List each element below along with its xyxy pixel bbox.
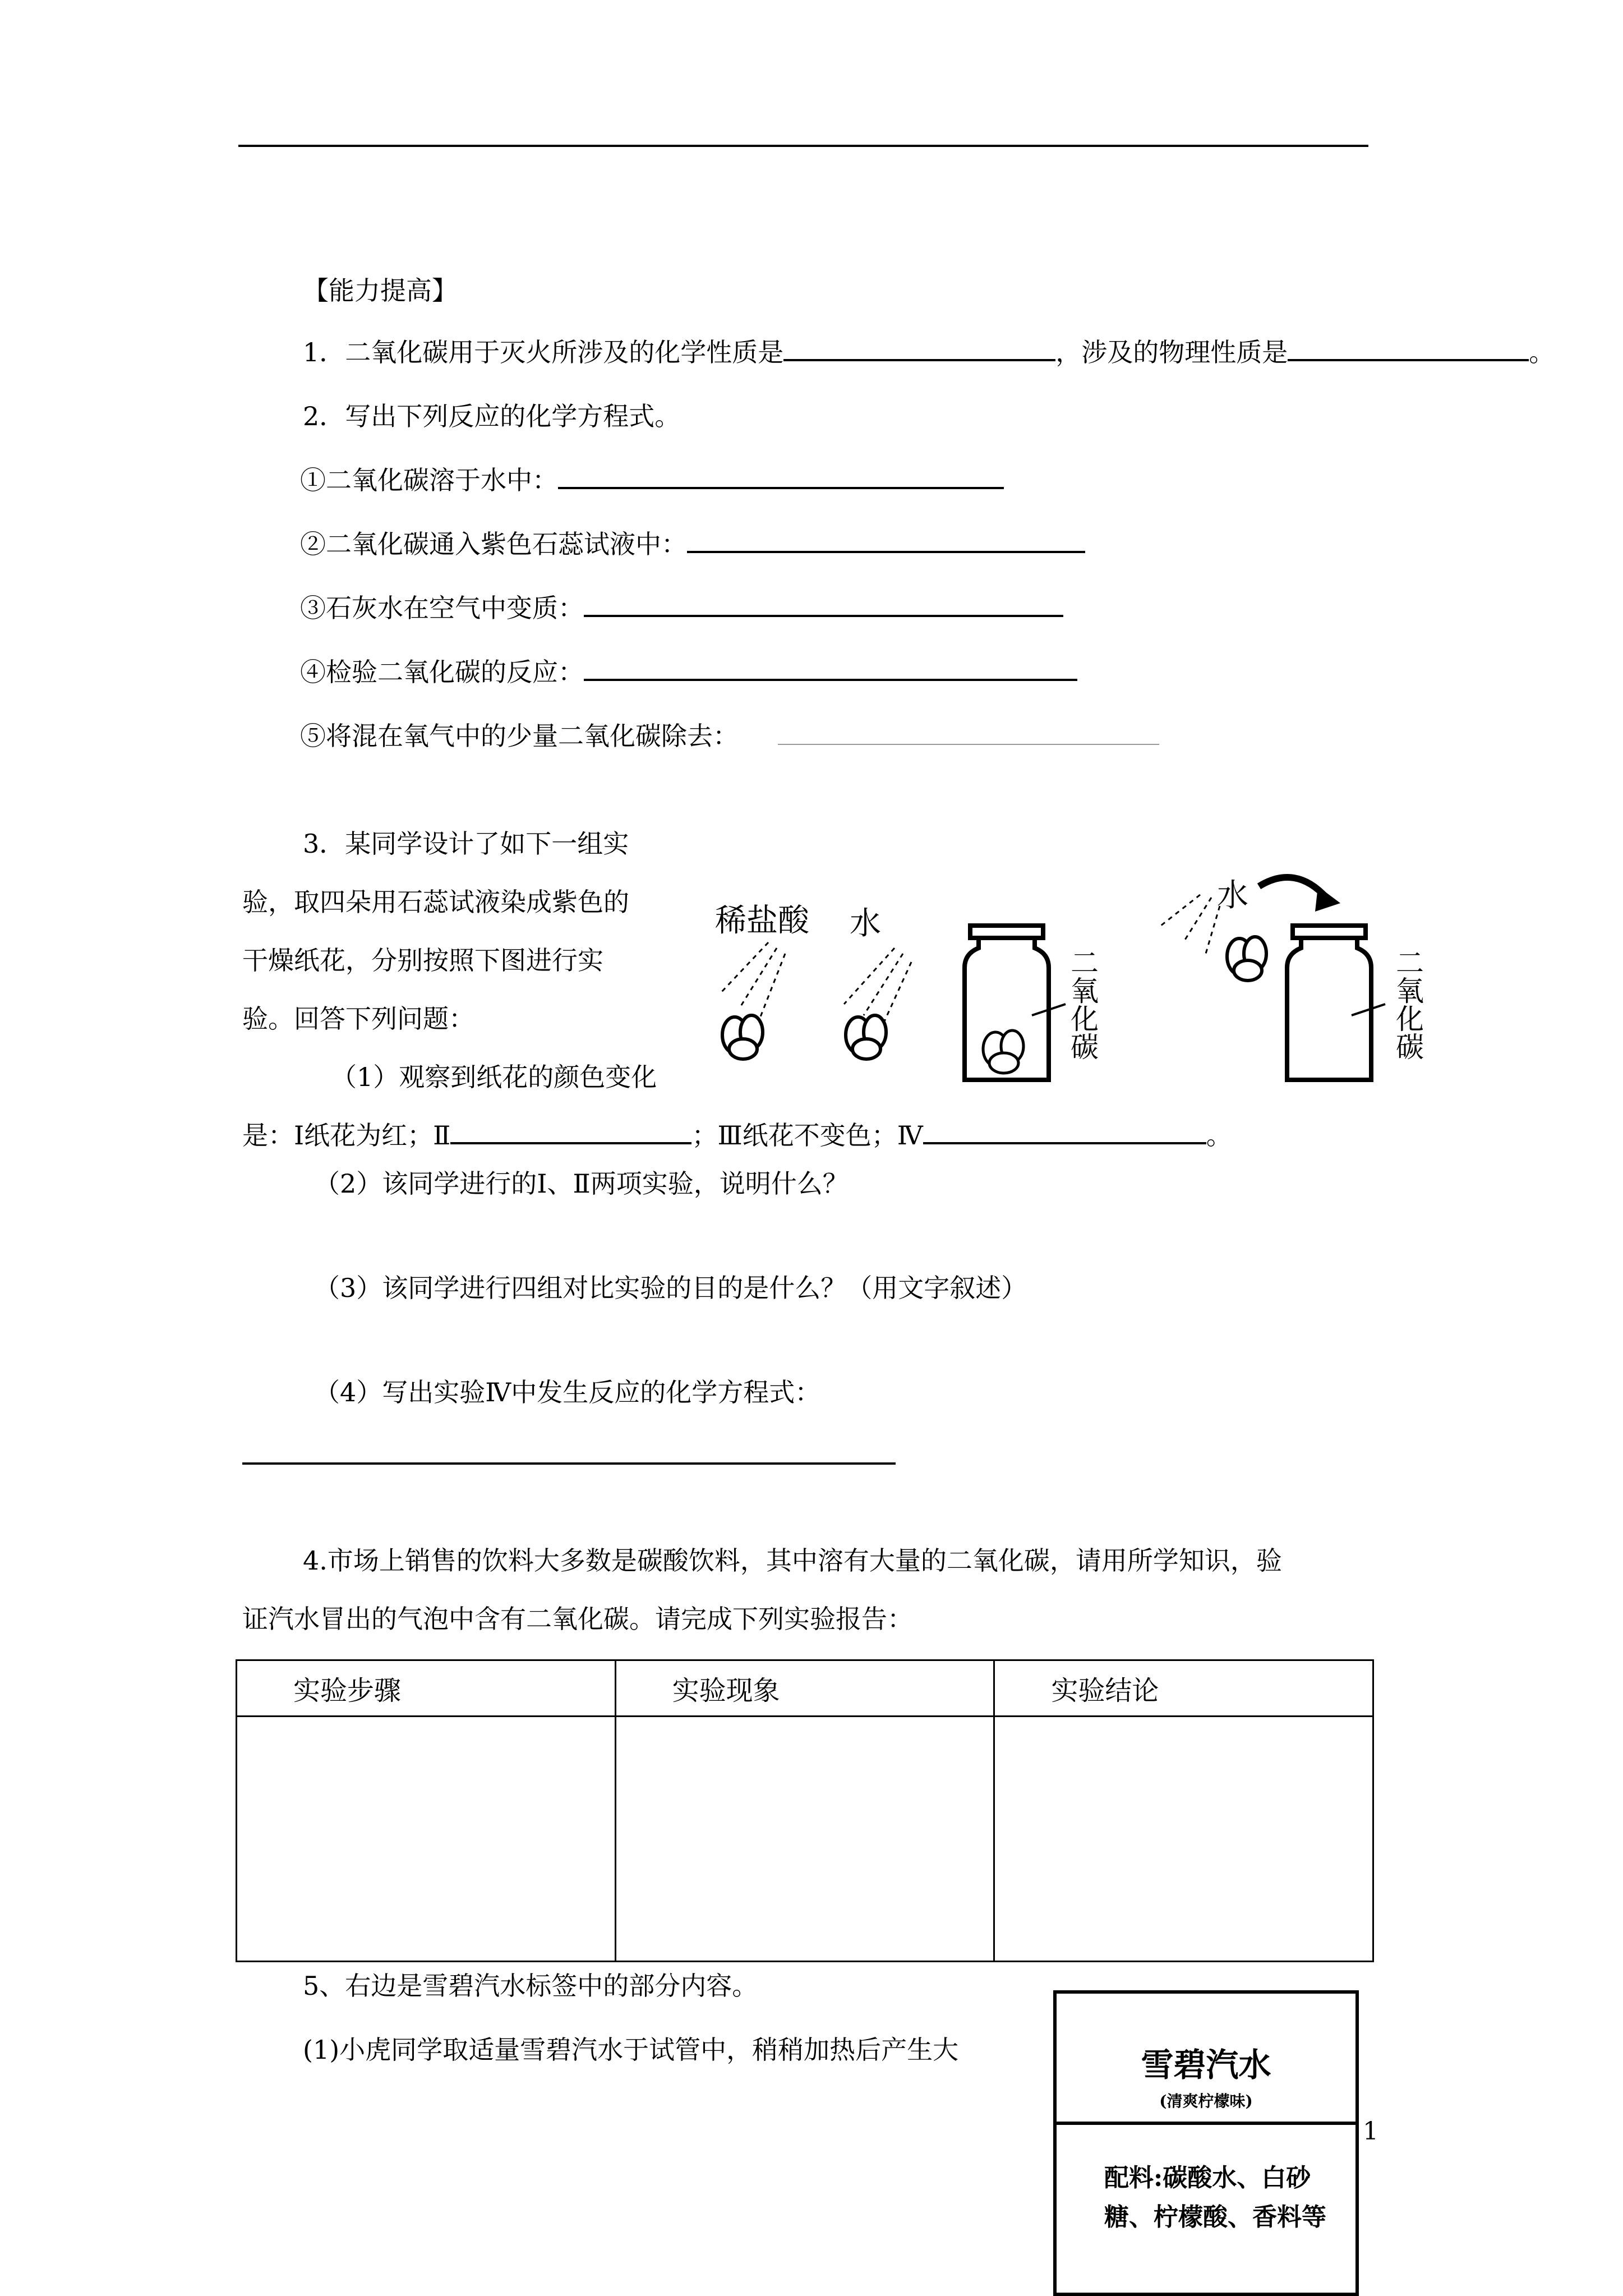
header-steps: 实验步骤	[237, 1660, 616, 1717]
label-ingredients-1: 配料:碳酸水、白砂	[1104, 2164, 1311, 2192]
label-dilute-hcl: 稀盐酸	[715, 903, 809, 939]
section-title: 【能力提高】	[303, 275, 458, 306]
label-co2-1: 二氧化碳	[1066, 948, 1099, 1060]
cell-conclusion[interactable]	[994, 1717, 1373, 1962]
sprite-label-image	[1053, 1990, 1359, 2296]
question-2-prompt: 2．写出下列反应的化学方程式。	[303, 401, 681, 431]
cell-phenomena[interactable]	[615, 1717, 994, 1962]
q3-blank-II[interactable]	[450, 1120, 691, 1144]
q5-line-2: (1)小虎同学取适量雪碧汽水于试管中，稍稍加热后产生大	[303, 2035, 959, 2065]
q3-sub4: （4）写出实验Ⅳ中发生反应的化学方程式：	[314, 1377, 821, 1407]
q2-blank-1[interactable]	[558, 464, 1004, 489]
label-ingredients-2: 糖、柠檬酸、香料等	[1104, 2203, 1326, 2231]
q2-blank-2[interactable]	[687, 528, 1085, 553]
q2-item-2: ②二氧化碳通入紫色石蕊试液中：	[300, 527, 1085, 561]
q1-prefix: 1．二氧化碳用于灭火所涉及的化学性质是	[303, 337, 784, 367]
q2-item-4: ④检验二氧化碳的反应：	[300, 655, 1077, 689]
label-subtitle: (清爽柠檬味)	[1159, 2092, 1253, 2110]
q3-line-3: 干燥纸花，分别按照下图进行实	[242, 945, 603, 976]
q2-blank-4[interactable]	[584, 656, 1077, 681]
q3-sub3: （3）该同学进行四组对比实验的目的是什么？（用文字叙述）	[314, 1273, 1027, 1303]
q3-line-4: 验。回答下列问题：	[242, 1004, 474, 1034]
experiment-report-table	[236, 1659, 1374, 1962]
q2-blank-3[interactable]	[584, 592, 1063, 617]
flower-in-jar	[983, 1030, 1023, 1073]
cell-steps[interactable]	[237, 1717, 616, 1962]
q1-blank-physical[interactable]	[1288, 337, 1529, 361]
q2-item-1: ①二氧化碳溶于水中：	[300, 463, 1004, 497]
arrow-icon	[1315, 886, 1340, 912]
q5-line-1: 5、右边是雪碧汽水标签中的部分内容。	[303, 1971, 758, 2001]
q3-sub2: （2）该同学进行的Ⅰ、Ⅱ两项实验，说明什么？	[314, 1168, 849, 1199]
label-co2-2: 二氧化碳	[1391, 948, 1424, 1060]
experiment-figure	[701, 864, 1441, 1099]
question-1	[303, 335, 1555, 369]
header-phenomena: 实验现象	[615, 1660, 994, 1717]
label-water-1: 水	[850, 905, 881, 942]
q1-middle: ，涉及的物理性质是	[1055, 337, 1288, 367]
q2-item-5: ⑤将混在氧气中的少量二氧化碳除去：	[300, 719, 1159, 753]
page-number: 1	[1363, 2117, 1378, 2146]
q3-line-2: 验，取四朵用石蕊试液染成紫色的	[242, 887, 629, 917]
q3-sub1-a: （1）观察到纸花的颜色变化	[331, 1062, 657, 1092]
q1-blank-chemical[interactable]	[783, 337, 1055, 361]
q1-end: 。	[1529, 337, 1555, 367]
q3-line-1: 3．某同学设计了如下一组实	[303, 829, 629, 859]
label-title: 雪碧汽水	[1141, 2046, 1271, 2084]
q2-blank-5[interactable]	[778, 721, 1159, 745]
q3-blank-IV[interactable]	[923, 1120, 1206, 1144]
q2-item-3: ③石灰水在空气中变质：	[300, 591, 1063, 625]
q4-line-2: 证汽水冒出的气泡中含有二氧化碳。请完成下列实验报告：	[242, 1604, 913, 1634]
q3-sub1-b: 是：Ⅰ纸花为红；Ⅱ ；Ⅲ纸花不变色；Ⅳ 。	[242, 1120, 1232, 1151]
header-conclusion: 实验结论	[994, 1660, 1373, 1717]
label-water-2: 水	[1217, 877, 1248, 914]
header-rule	[238, 145, 1368, 147]
label-divider	[1057, 2122, 1355, 2125]
q3-answer-line[interactable]	[242, 1462, 896, 1465]
q4-line-1: 4.市场上销售的饮料大多数是碳酸饮料，其中溶有大量的二氧化碳，请用所学知识，验	[303, 1545, 1282, 1576]
